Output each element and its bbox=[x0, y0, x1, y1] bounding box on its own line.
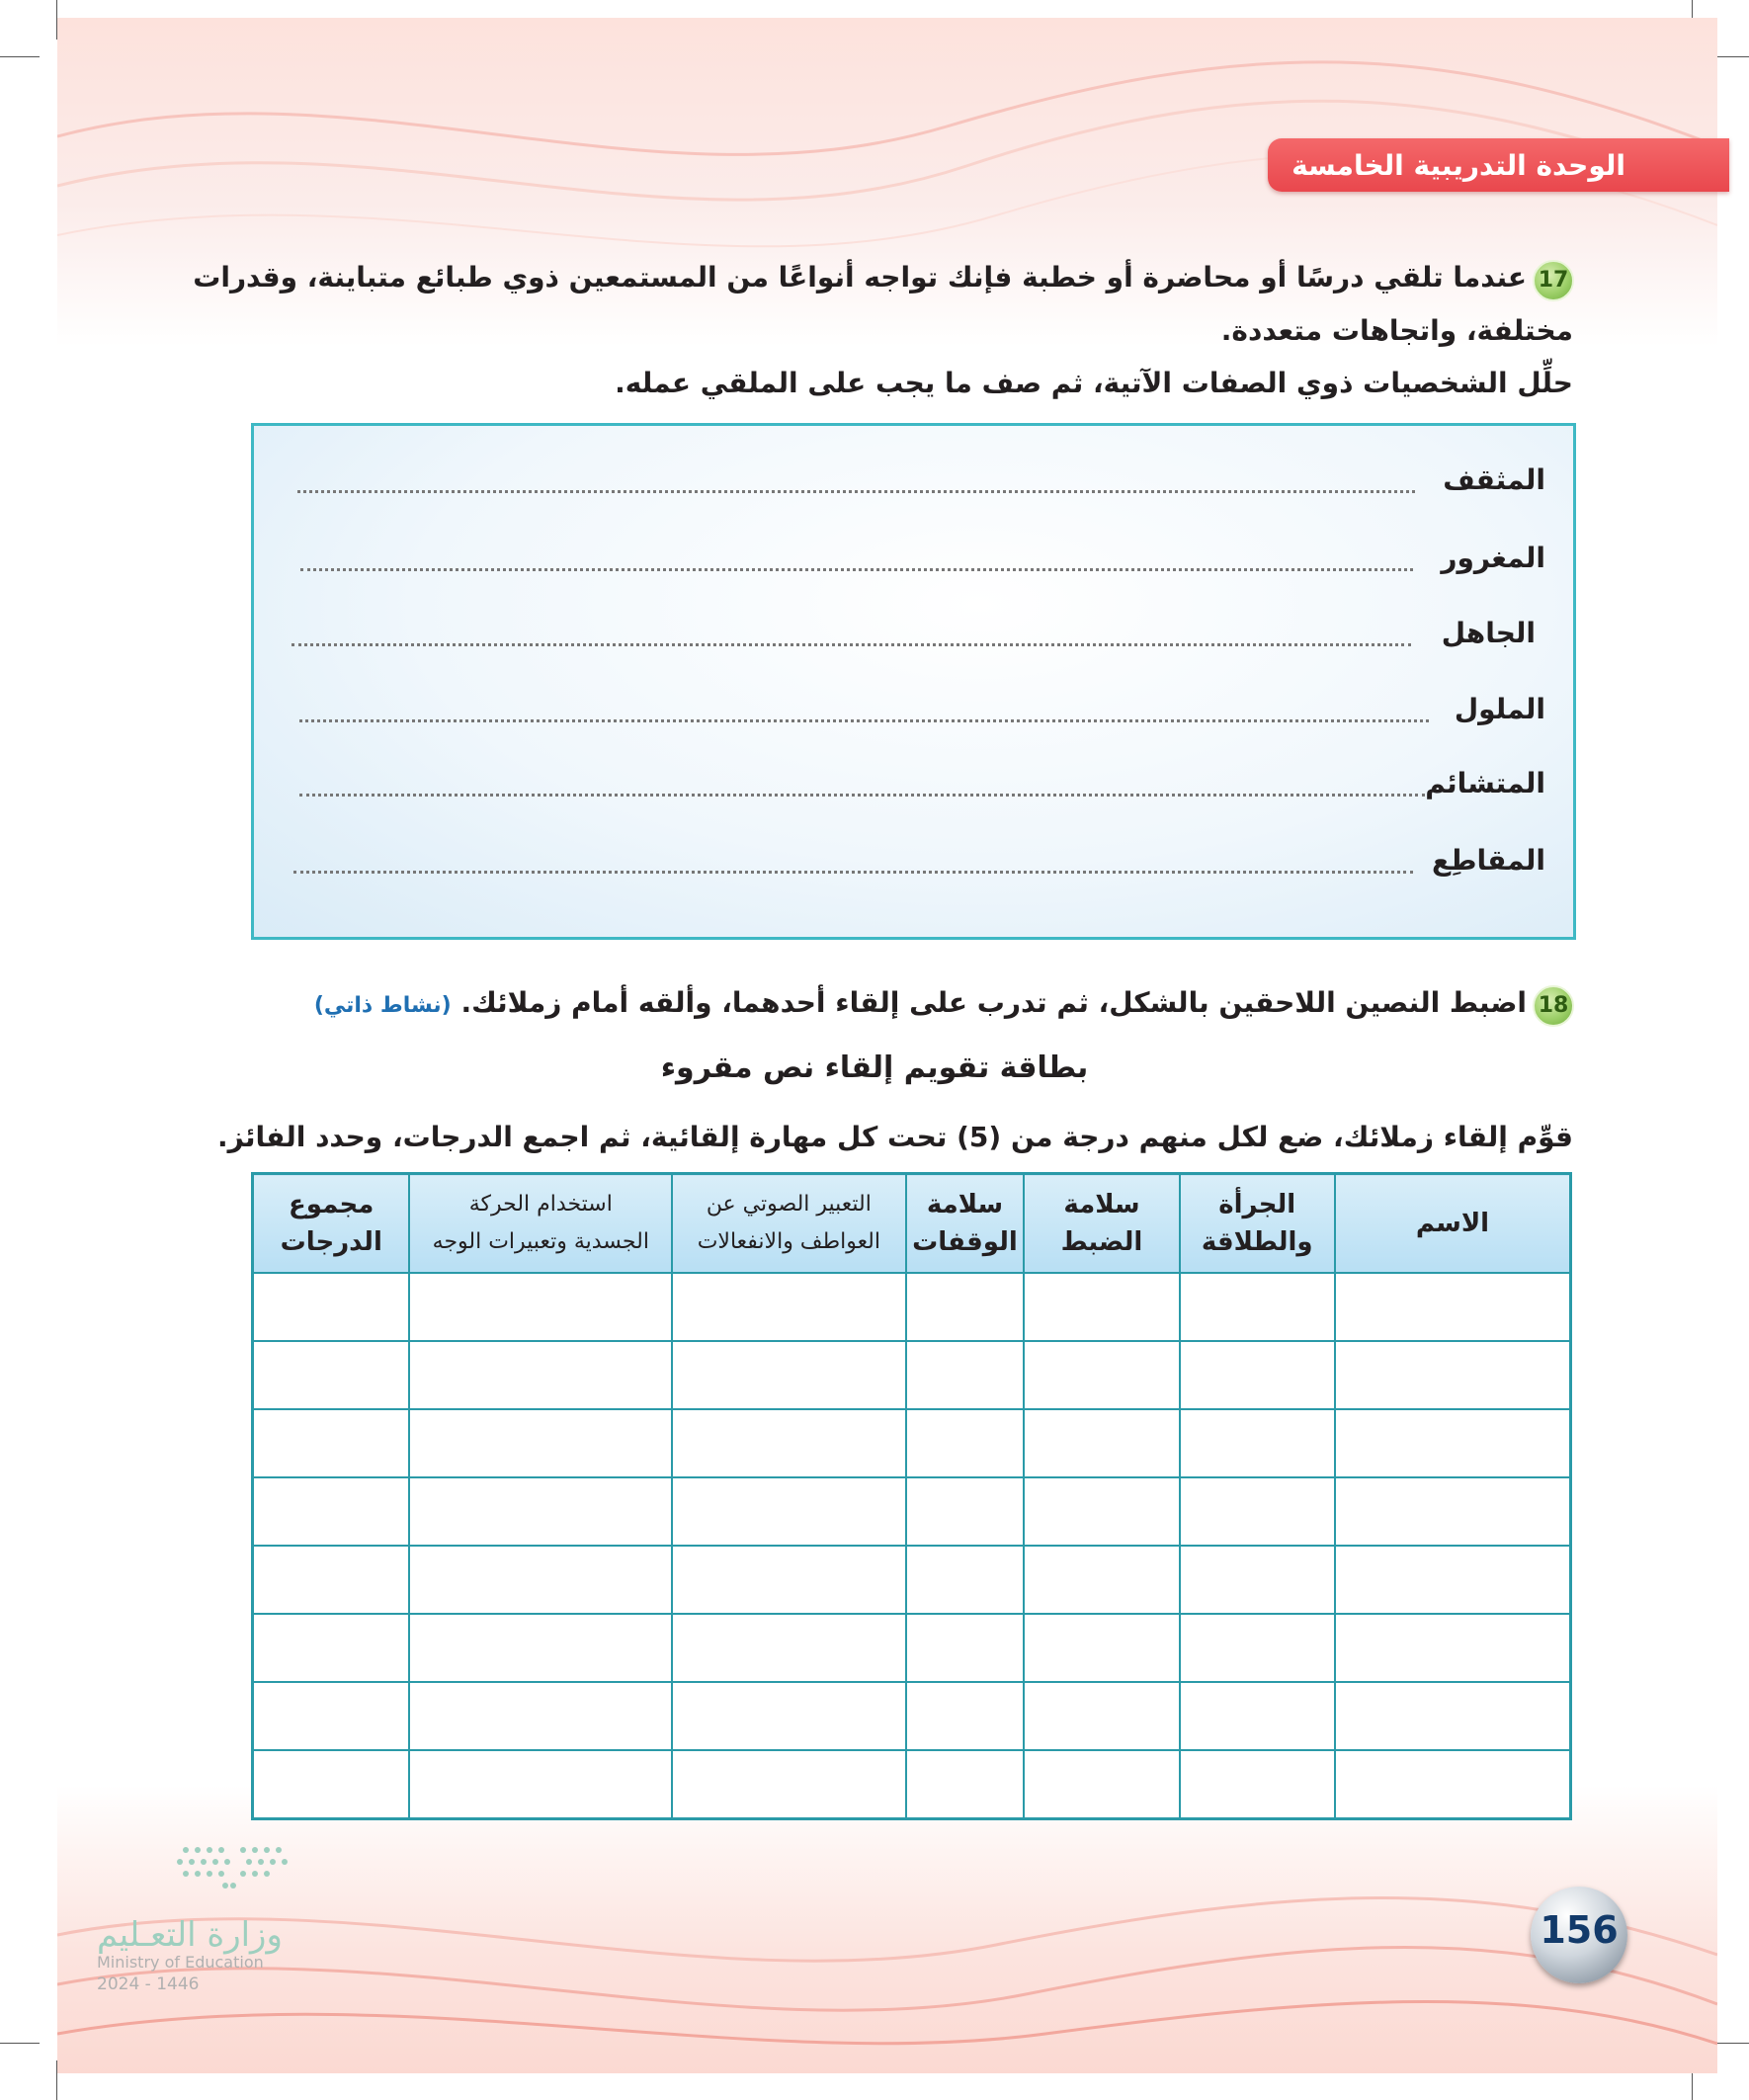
answer-row bbox=[254, 693, 1573, 732]
crop-mark bbox=[0, 2043, 40, 2044]
table-cell[interactable] bbox=[906, 1341, 1025, 1409]
table-cell[interactable] bbox=[253, 1546, 410, 1614]
answer-line[interactable] bbox=[297, 490, 1415, 493]
table-cell[interactable] bbox=[1335, 1409, 1571, 1477]
table-cell[interactable] bbox=[906, 1682, 1025, 1750]
table-cell[interactable] bbox=[1335, 1477, 1571, 1546]
evaluation-table bbox=[251, 1172, 1572, 1820]
table-cell[interactable] bbox=[672, 1614, 905, 1682]
table-cell[interactable] bbox=[253, 1341, 410, 1409]
table-row bbox=[253, 1273, 1571, 1341]
table-row bbox=[253, 1750, 1571, 1819]
question-17-number: 17 bbox=[1533, 260, 1574, 301]
table-cell[interactable] bbox=[906, 1409, 1025, 1477]
table-cell[interactable] bbox=[1024, 1341, 1179, 1409]
q17-line-1: عندما تلقي درسًا أو محاضرة أو خطبة فإنك تواجه أنواعًا من المستمعين ذوي طبائع متباينة، وقدرات bbox=[193, 261, 1527, 294]
table-cell[interactable] bbox=[409, 1477, 672, 1546]
answer-label-arrogant: المغرور bbox=[1441, 542, 1545, 574]
table-cell[interactable] bbox=[409, 1273, 672, 1341]
answer-line[interactable] bbox=[293, 871, 1413, 874]
table-row bbox=[253, 1682, 1571, 1750]
answer-line[interactable] bbox=[292, 643, 1411, 646]
table-cell[interactable] bbox=[409, 1750, 672, 1819]
table-cell[interactable] bbox=[253, 1682, 410, 1750]
table-cell[interactable] bbox=[672, 1750, 905, 1819]
table-cell[interactable] bbox=[1335, 1750, 1571, 1819]
table-cell[interactable] bbox=[906, 1546, 1025, 1614]
table-cell[interactable] bbox=[906, 1750, 1025, 1819]
table-cell[interactable] bbox=[1180, 1273, 1335, 1341]
ministry-year: 2024 - 1446 bbox=[97, 1974, 200, 1994]
ministry-name-en: Ministry of Education bbox=[97, 1953, 264, 1972]
activity-label: (نشاط ذاتي) bbox=[313, 993, 452, 1018]
answer-box bbox=[251, 423, 1576, 940]
table-cell[interactable] bbox=[1335, 1273, 1571, 1341]
table-cell[interactable] bbox=[1024, 1273, 1179, 1341]
table-cell[interactable] bbox=[1335, 1682, 1571, 1750]
unit-title: الوحدة التدريبية الخامسة bbox=[1291, 149, 1625, 182]
header-pauses: سلامة الوقفات bbox=[906, 1174, 1025, 1274]
table-cell[interactable] bbox=[906, 1477, 1025, 1546]
card-title: بطاقة تقويم إلقاء نص مقروء bbox=[660, 1050, 1089, 1085]
answer-label-educated: المثقف bbox=[1443, 463, 1545, 496]
table-cell[interactable] bbox=[409, 1614, 672, 1682]
answer-label-ignorant: الجاهل bbox=[1441, 617, 1536, 649]
table-cell[interactable] bbox=[672, 1546, 905, 1614]
unit-header bbox=[1268, 138, 1729, 192]
header-name: الاسم bbox=[1335, 1174, 1571, 1274]
table-cell[interactable] bbox=[1335, 1341, 1571, 1409]
answer-row bbox=[254, 542, 1573, 581]
table-cell[interactable] bbox=[672, 1682, 905, 1750]
table-cell[interactable] bbox=[1024, 1477, 1179, 1546]
q17-line-3: حلِّل الشخصيات ذوي الصفات الآتية، ثم صف ما يجب على الملقي عمله. bbox=[615, 367, 1573, 399]
table-row bbox=[253, 1341, 1571, 1409]
page-number-badge bbox=[1531, 1887, 1627, 1983]
table-row bbox=[253, 1477, 1571, 1546]
table-cell[interactable] bbox=[409, 1409, 672, 1477]
answer-label-bored: الملول bbox=[1454, 693, 1545, 725]
table-cell[interactable] bbox=[906, 1614, 1025, 1682]
answer-label-pessimist: المتشائم bbox=[1425, 767, 1545, 799]
table-cell[interactable] bbox=[409, 1546, 672, 1614]
table-cell[interactable] bbox=[1024, 1409, 1179, 1477]
table-cell[interactable] bbox=[1180, 1341, 1335, 1409]
table-cell[interactable] bbox=[1335, 1546, 1571, 1614]
table-cell[interactable] bbox=[253, 1750, 410, 1819]
q18-line bbox=[314, 986, 1527, 1019]
answer-row bbox=[254, 844, 1573, 883]
table-cell[interactable] bbox=[1180, 1409, 1335, 1477]
answer-line[interactable] bbox=[300, 568, 1413, 571]
table-row bbox=[253, 1614, 1571, 1682]
header-body-language: استخدام الحركة الجسدية وتعبيرات الوجه bbox=[409, 1174, 672, 1274]
table-cell[interactable] bbox=[1024, 1750, 1179, 1819]
table-cell[interactable] bbox=[672, 1273, 905, 1341]
table-cell[interactable] bbox=[409, 1341, 672, 1409]
table-cell[interactable] bbox=[1024, 1682, 1179, 1750]
answer-row bbox=[254, 767, 1573, 806]
table-cell[interactable] bbox=[672, 1341, 905, 1409]
table-cell[interactable] bbox=[409, 1682, 672, 1750]
answer-row bbox=[254, 463, 1573, 503]
q18-instructions: قوِّم إلقاء زملائك، ضع لكل منهم درجة من (5) تحت كل مهارة إلقائية، ثم اجمع الدرجات، وحدد الفائز. bbox=[216, 1121, 1573, 1153]
table-cell[interactable] bbox=[1180, 1750, 1335, 1819]
table-cell[interactable] bbox=[253, 1273, 410, 1341]
answer-row bbox=[254, 617, 1573, 656]
table-cell[interactable] bbox=[1180, 1546, 1335, 1614]
q17-line-2: مختلفة، واتجاهات متعددة. bbox=[1220, 314, 1573, 347]
crop-mark bbox=[0, 56, 40, 57]
table-cell[interactable] bbox=[672, 1409, 905, 1477]
answer-line[interactable] bbox=[299, 794, 1425, 797]
table-cell[interactable] bbox=[1180, 1614, 1335, 1682]
table-cell[interactable] bbox=[253, 1614, 410, 1682]
question-18-number: 18 bbox=[1533, 985, 1574, 1027]
table-cell[interactable] bbox=[1180, 1682, 1335, 1750]
header-vocal-expression: التعبير الصوتي عن العواطف والانفعالات bbox=[672, 1174, 905, 1274]
header-total: مجموع الدرجات bbox=[253, 1174, 410, 1274]
header-grammar: سلامة الضبط bbox=[1024, 1174, 1179, 1274]
answer-line[interactable] bbox=[299, 719, 1429, 722]
table-cell[interactable] bbox=[1024, 1614, 1179, 1682]
page-number: 156 bbox=[1540, 1908, 1619, 1952]
table-header-row bbox=[253, 1174, 1571, 1274]
table-row bbox=[253, 1409, 1571, 1477]
table-cell[interactable] bbox=[253, 1409, 410, 1477]
header-boldness: الجرأة والطلاقة bbox=[1180, 1174, 1335, 1274]
table-cell[interactable] bbox=[253, 1477, 410, 1546]
table-cell[interactable] bbox=[1024, 1546, 1179, 1614]
ministry-name-ar: وزارة التعـليم bbox=[97, 1915, 283, 1955]
q18-text: اضبط النصين اللاحقين بالشكل، ثم تدرب على إلقاء أحدهما، وألقه أمام زملائك. bbox=[460, 986, 1527, 1019]
table-cell[interactable] bbox=[1180, 1477, 1335, 1546]
table-cell[interactable] bbox=[906, 1273, 1025, 1341]
answer-label-interrupter: المقاطِع bbox=[1431, 844, 1545, 877]
table-row bbox=[253, 1546, 1571, 1614]
table-cell[interactable] bbox=[1335, 1614, 1571, 1682]
table-cell[interactable] bbox=[672, 1477, 905, 1546]
